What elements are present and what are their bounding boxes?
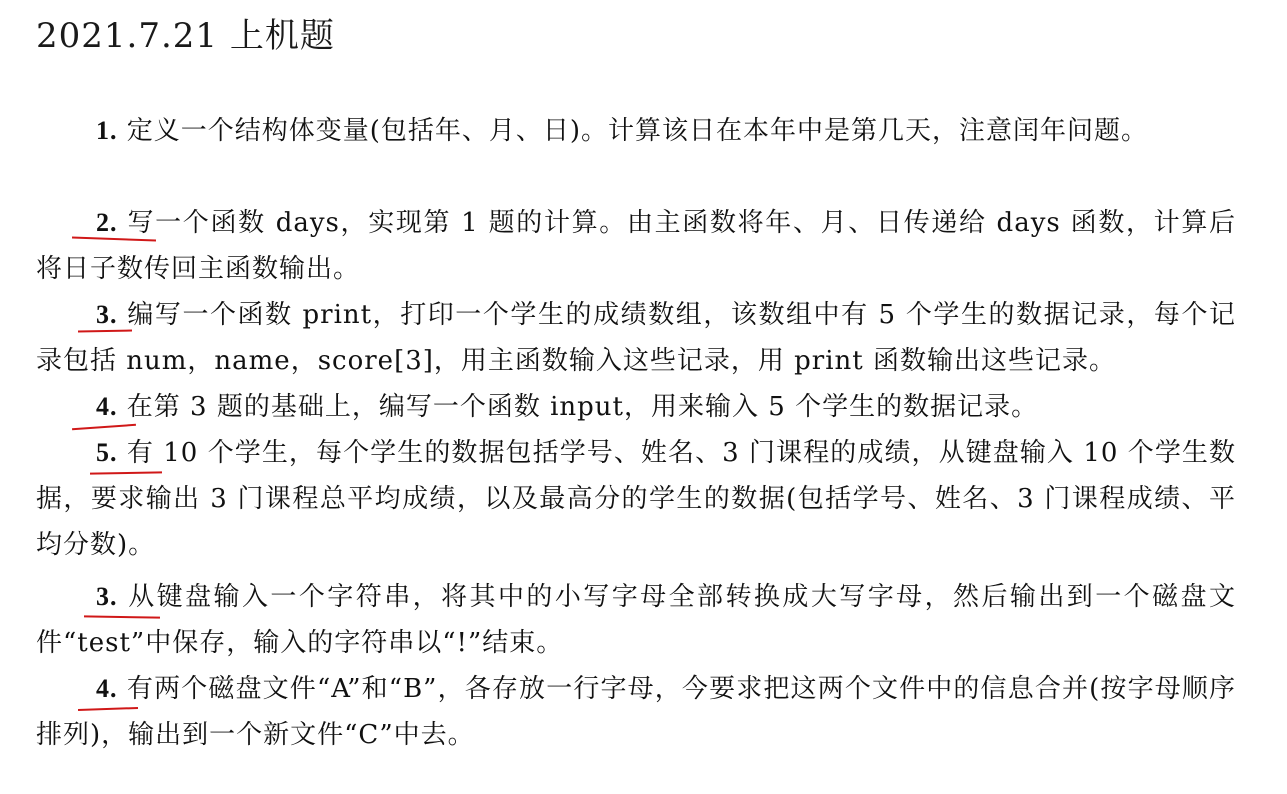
problem-number: 3. — [96, 300, 118, 329]
problem-number: 4. — [96, 674, 118, 703]
problem-text: 写一个函数 days，实现第 1 题的计算。由主函数将年、月、日传递给 days 函数，计算后将日子数传回主函数输出。 — [36, 208, 1237, 284]
problem-number: 1. — [96, 116, 118, 145]
problem-number: 4. — [96, 392, 118, 421]
problem-item-7 — [36, 666, 1236, 758]
problem-text: 从键盘输入一个字符串，将其中的小写字母全部转换成大写字母，然后输出到一个磁盘文件“test”中保存，输入的字符串以“!”结束。 — [36, 582, 1236, 658]
problem-item-3 — [36, 292, 1236, 384]
problem-item-1 — [36, 108, 1236, 154]
problem-text: 在第 3 题的基础上，编写一个函数 input，用来输入 5 个学生的数据记录。 — [126, 392, 1039, 422]
problem-number: 2. — [96, 208, 118, 237]
problem-number: 5. — [96, 438, 118, 467]
problem-item-2 — [36, 200, 1236, 292]
problem-number: 3. — [96, 582, 118, 611]
problem-item-6 — [36, 574, 1236, 666]
problem-item-5 — [36, 430, 1236, 568]
problem-item-4 — [36, 384, 1236, 430]
problem-text: 定义一个结构体变量(包括年、月、日)。计算该日在本年中是第几天，注意闰年问题。 — [126, 116, 1149, 146]
page-title: 2021.7.21 上机题 — [36, 16, 335, 56]
problem-text: 编写一个函数 print，打印一个学生的成绩数组，该数组中有 5 个学生的数据记录，每个记录包括 num，name，score[3]，用主函数输入这些记录，用 print 函数输出这些记录。 — [36, 300, 1237, 376]
problem-text: 有 10 个学生，每个学生的数据包括学号、姓名、3 门课程的成绩，从键盘输入 10 个学生数据，要求输出 3 门课程总平均成绩，以及最高分的学生的数据(包括学号、姓名、3 门课程成绩、平均分数)。 — [36, 438, 1236, 560]
problem-text: 有两个磁盘文件“A”和“B”，各存放一行字母，今要求把这两个文件中的信息合并(按字母顺序排列)，输出到一个新文件“C”中去。 — [36, 674, 1237, 750]
